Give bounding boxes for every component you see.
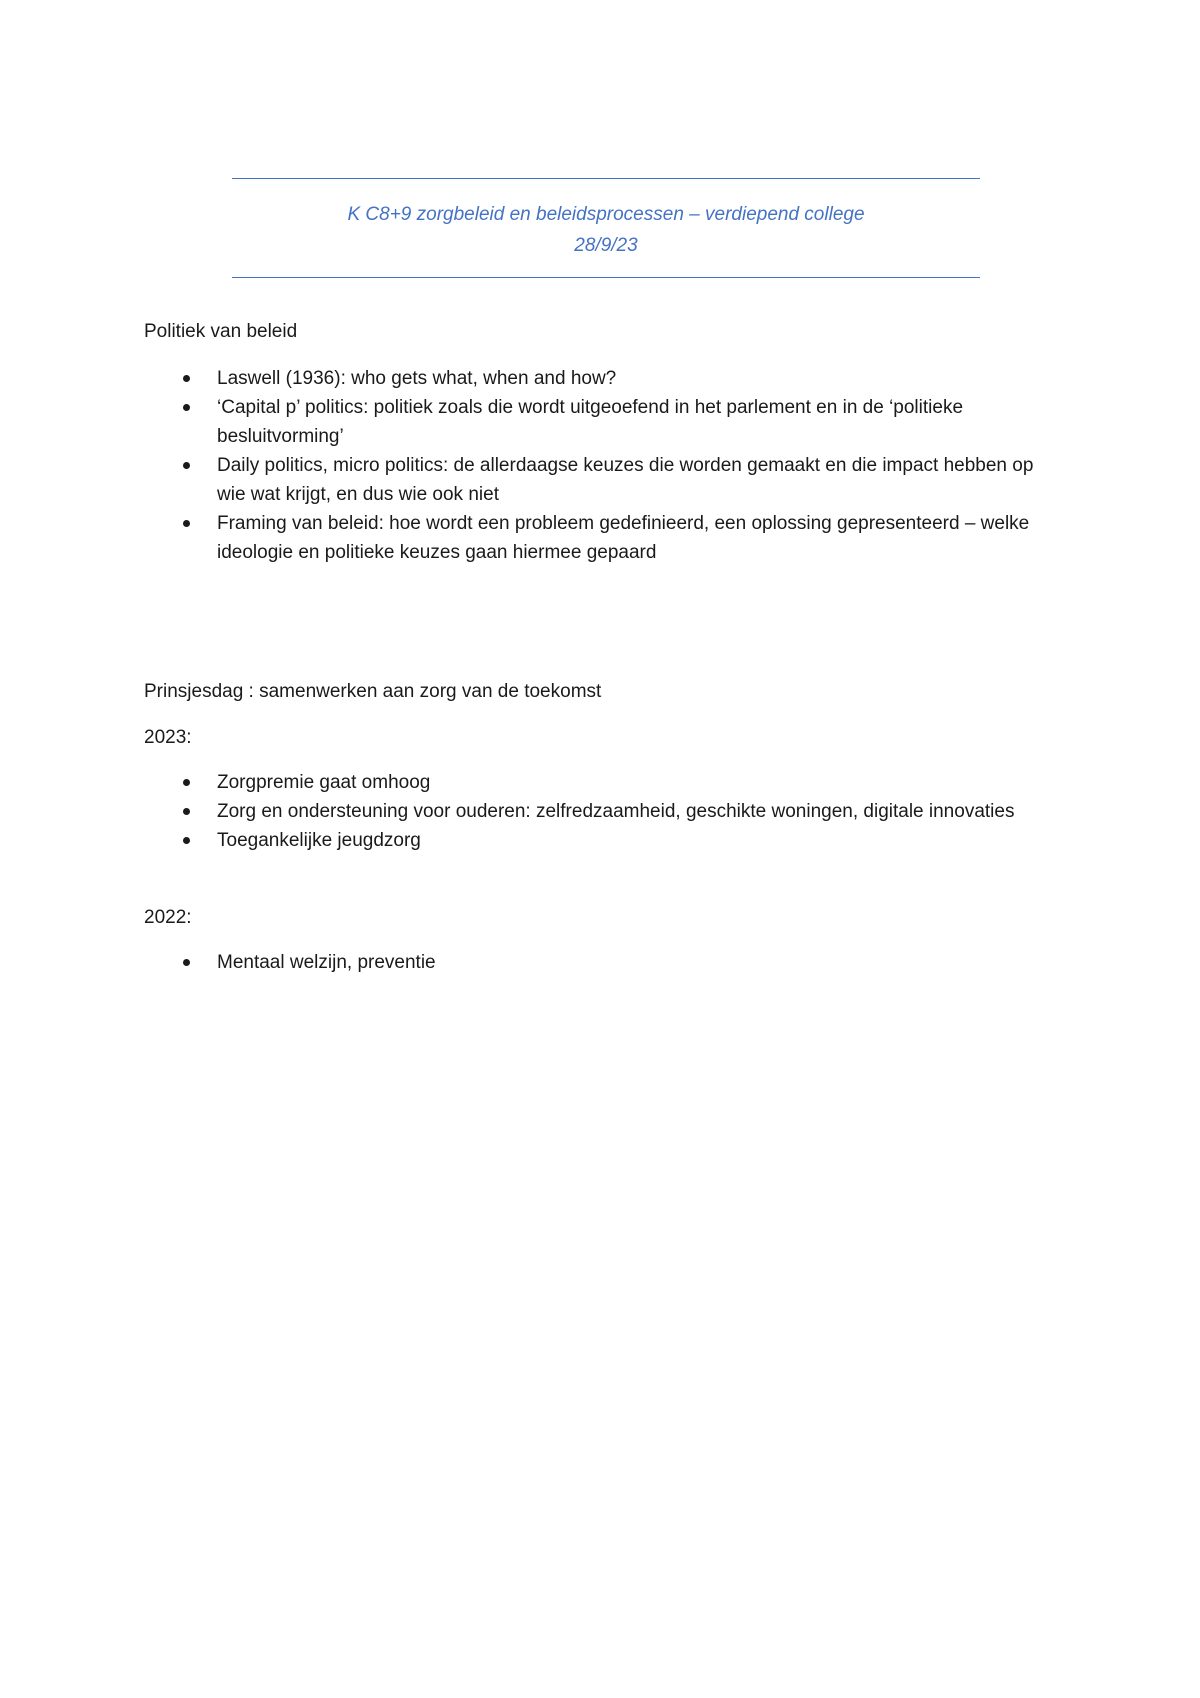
list-item-text: Toegankelijke jeugdzorg: [217, 830, 421, 851]
list-item: [0, 364, 1067, 393]
list-item: [0, 948, 1067, 977]
year-label-2022: 2022:: [144, 907, 192, 928]
list-item-text: ‘Capital p’ politics: politiek zoals die wordt uitgeoefend in het parlement en in de ‘politieke besluitvorming’: [217, 397, 964, 447]
list-item-text: Laswell (1936): who gets what, when and how?: [217, 368, 617, 389]
year-label-2023: 2023:: [144, 727, 192, 748]
document-title: K C8+9 zorgbeleid en beleidsprocessen – verdiepend college: [347, 204, 865, 225]
bullet-icon: [183, 375, 190, 382]
list-item-text: Zorgpremie gaat omhoog: [217, 772, 431, 793]
list-item: [0, 768, 1067, 797]
title-block: [232, 178, 980, 278]
politiek-bullet-list: [0, 364, 1200, 567]
list-item-text: Zorg en ondersteuning voor ouderen: zelfredzaamheid, geschikte woningen, digitale innovaties: [217, 801, 1015, 822]
list-item: [0, 451, 1067, 509]
list-item-text: Framing van beleid: hoe wordt een probleem gedefinieerd, een oplossing gepresenteerd – welke ideologie en politieke keuzes gaan hiermee gepaard: [217, 513, 1030, 563]
bullet-icon: [183, 520, 190, 527]
bullet-icon: [183, 404, 190, 411]
list-item-text: Daily politics, micro politics: de allerdaagse keuzes die worden gemaakt en die impact hebben op wie wat krijgt, en dus wie ook niet: [217, 455, 1034, 505]
list-item: [0, 393, 1067, 451]
list-item-text: Mentaal welzijn, preventie: [217, 952, 436, 973]
document-date: 28/9/23: [574, 235, 638, 256]
bullet-icon: [183, 462, 190, 469]
list-item: [0, 797, 1067, 826]
title-bottom-rule: [232, 277, 980, 278]
section-heading-prinsjesdag: Prinsjesdag : samenwerken aan zorg van de toekomst: [144, 681, 602, 702]
section-heading-politiek: Politiek van beleid: [144, 321, 298, 342]
list-item: [0, 509, 1067, 567]
bullet-list-2023: [0, 768, 1200, 855]
bullet-icon: [183, 959, 190, 966]
list-item: [0, 826, 1067, 855]
bullet-icon: [183, 837, 190, 844]
bullet-list-2022: [0, 948, 1200, 977]
bullet-icon: [183, 779, 190, 786]
title-top-rule: [232, 178, 980, 179]
bullet-icon: [183, 808, 190, 815]
